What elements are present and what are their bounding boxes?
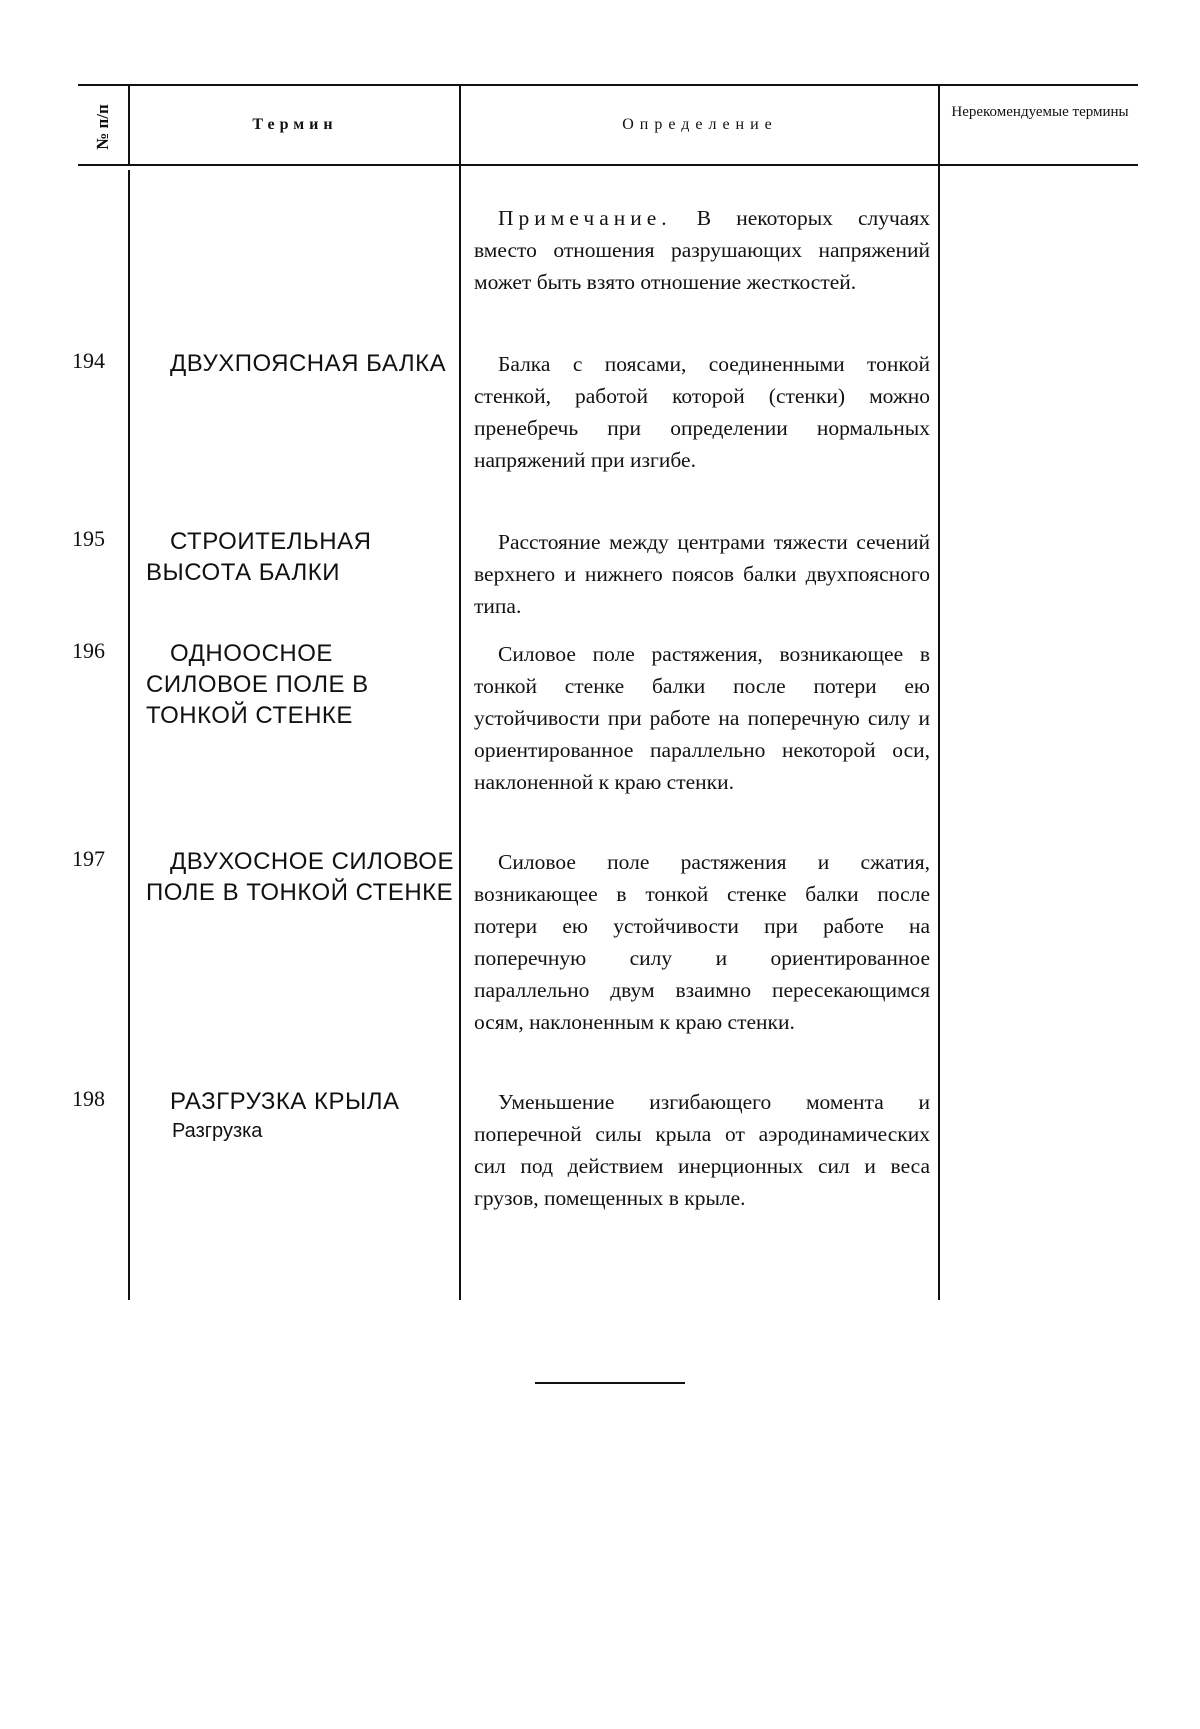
note-paragraph bbox=[474, 202, 930, 298]
entry-term: ДВУХПОЯСНАЯ БАЛКА bbox=[146, 348, 458, 379]
entry-term: ДВУХОСНОЕ СИЛОВОЕ ПОЛЕ В ТОНКОЙ СТЕНКЕ bbox=[146, 846, 458, 908]
table-header-rule bbox=[78, 164, 1138, 166]
header-nonrecommended-terms: Нерекомендуемые термины bbox=[940, 103, 1140, 121]
entry-definition: Уменьшение изгибающего момента и поперечной силы крыла от аэродинамических сил под действием инерционных сил и веса грузов, помещенных в крыле. bbox=[474, 1086, 930, 1214]
entry-subterm: Разгрузка bbox=[172, 1120, 262, 1143]
header-definition: Определение bbox=[462, 116, 938, 134]
note-text: В некоторых случаях вместо отношения разрушающих напряжений может быть взято отношение жесткостей. bbox=[474, 206, 930, 294]
column-divider-term bbox=[459, 86, 461, 1300]
table-top-rule bbox=[78, 84, 1138, 86]
entry-term: СТРОИТЕЛЬНАЯ ВЫСОТА БАЛКИ bbox=[146, 526, 458, 588]
entry-number: 194 bbox=[72, 348, 118, 374]
column-divider-num-body bbox=[128, 170, 130, 1300]
entry-term: РАЗГРУЗКА КРЫЛА bbox=[146, 1086, 458, 1117]
entry-number: 198 bbox=[72, 1086, 118, 1112]
entry-number: 196 bbox=[72, 638, 118, 664]
note-label: Примечание. bbox=[498, 206, 672, 230]
column-divider-definition bbox=[938, 86, 940, 1300]
entry-term: ОДНООСНОЕ СИЛОВОЕ ПОЛЕ В ТОНКОЙ СТЕНКЕ bbox=[146, 638, 458, 731]
header-term: Термин bbox=[130, 116, 460, 134]
entry-definition: Расстояние между центрами тяжести сечений верхнего и нижнего поясов балки двухпоясного типа. bbox=[474, 526, 930, 622]
header-number: № п/п bbox=[78, 88, 128, 166]
entry-definition: Силовое поле растяжения и сжатия, возникающее в тонкой стенке балки после потери ею устойчивости при работе на поперечную силу и ориентированное параллельно двум взаимно пересекающимся осям, наклоненным к краю стенки. bbox=[474, 846, 930, 1038]
entry-number: 195 bbox=[72, 526, 118, 552]
end-rule bbox=[535, 1382, 685, 1384]
entry-definition: Силовое поле растяжения, возникающее в тонкой стенке балки после потери ею устойчивости при работе на поперечную силу и ориентированное параллельно некоторой оси, наклоненной к краю стенки. bbox=[474, 638, 930, 798]
entry-number: 197 bbox=[72, 846, 118, 872]
entry-definition: Балка с поясами, соединенными тонкой стенкой, работой которой (стенки) можно пренебречь при определении нормальных напряжений при изгибе. bbox=[474, 348, 930, 476]
